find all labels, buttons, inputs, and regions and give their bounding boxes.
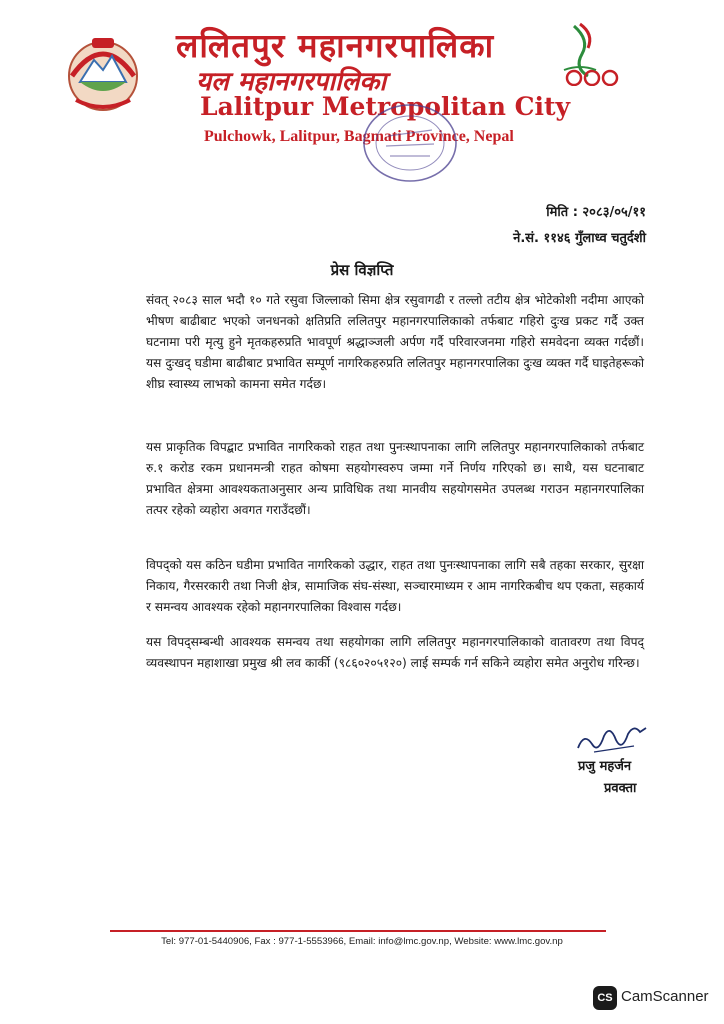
- letterhead-title-newa: यल महानगरपालिका: [196, 67, 387, 97]
- page-title: प्रेस विज्ञप्ति: [330, 261, 394, 279]
- camscanner-label: CamScanner: [621, 988, 709, 1005]
- nepal-emblem-icon: [62, 30, 144, 114]
- letterhead-title-english: Lalitpur Metropolitan City: [200, 92, 571, 121]
- footer-divider: [110, 930, 606, 932]
- paragraph: यस प्राकृतिक विपद्बाट प्रभावित नागरिकको राहत तथा पुनःस्थापनाका लागि ललितपुर महानगरपालिकाको तर्फबाट रु.१ करोड रकम प्रधानमन्त्री राहत कोषमा सहयोगस्वरुप जम्मा गर्ने निर्णय गरिएको छ। साथै, यस घटनाबाट प्रभावित क्षेत्रमा आवश्यकताअनुसार अन्य प्राविधिक तथा मानवीय सहयोगसमेत उपलब्ध गराउन महानगरपालिका तत्पर रहेको व्यहोरा अवगत गराउँदछौं।: [146, 440, 644, 517]
- signatory-name: प्रजु महर्जन: [578, 759, 632, 774]
- camscanner-icon: CS: [593, 986, 617, 1010]
- office-seal-icon: [360, 100, 460, 186]
- letterhead-address: Pulchowk, Lalitpur, Bagmati Province, Nepal: [204, 128, 514, 145]
- signature-icon: [574, 718, 650, 758]
- signatory-title: प्रवक्ता: [604, 781, 637, 796]
- footer-contact: Tel: 977-01-5440906, Fax : 977-1-5553966, Email: info@lmc.gov.np, Website: www.lmc.gov.np: [161, 936, 563, 947]
- paragraph: संवत् २०८३ साल भदौ १० गते रसुवा जिल्लाको सिमा क्षेत्र रसुवागढी र तल्लो तटीय क्षेत्र भोटेकोशी नदीमा आएको भीषण बाढीबाट भएको जनधनको क्षतिप्रति ललितपुर महानगरपालिकाको तर्फबाट गहिरो दुःख प्रकट गर्दै उक्त घटनामा परी मृत्यु हुने मृतकहरुप्रति भावपूर्ण श्रद्धाञ्जली अर्पण गर्दै परिवारजनमा गहिरो समवेदना व्यक्त गर्दछौं। यस दुःखद् घडीमा बाढीबाट प्रभावित सम्पूर्ण नागरिकहरुप्रति ललितपुर महानगरपालिका दुःख व्यक्त गर्दै घाइतेहरूको शीघ्र स्वास्थ्य लाभको कामना समेत गर्दछ।: [146, 293, 644, 391]
- paragraph: विपद्को यस कठिन घडीमा प्रभावित नागरिकको उद्धार, राहत तथा पुनःस्थापनाका लागि सबै तहका सरकार, सुरक्षा निकाय, गैरसरकारी तथा निजी क्षेत्र, सामाजिक संघ-संस्था, सञ्चारमाध्यम र आम नागरिकबीच थप एकता, सहकार्य र समन्वय आवश्यक रहेको महानगरपालिका विश्वास गर्दछ।: [146, 558, 644, 614]
- rhino-logo-icon: [560, 20, 630, 86]
- letterhead-title-nepali: ललितपुर महानगरपालिका: [176, 26, 495, 65]
- paragraph: यस विपद्सम्बन्धी आवश्यक समन्वय तथा सहयोगका लागि ललितपुर महानगरपालिकाको वातावरण तथा विपद् व्यवस्थापन महाशाखा प्रमुख श्री लव कार्की (९८६०२०५१२०) लाई सम्पर्क गर्न सकिने व्यहोरा समेत अनुरोध गरिन्छ।: [146, 635, 644, 670]
- date-nepal-sambat: ने.सं. ११४६ गुँलाध्व चतुर्दशी: [513, 231, 646, 246]
- date-miti: मिति : २०८३/०५/११: [546, 205, 646, 220]
